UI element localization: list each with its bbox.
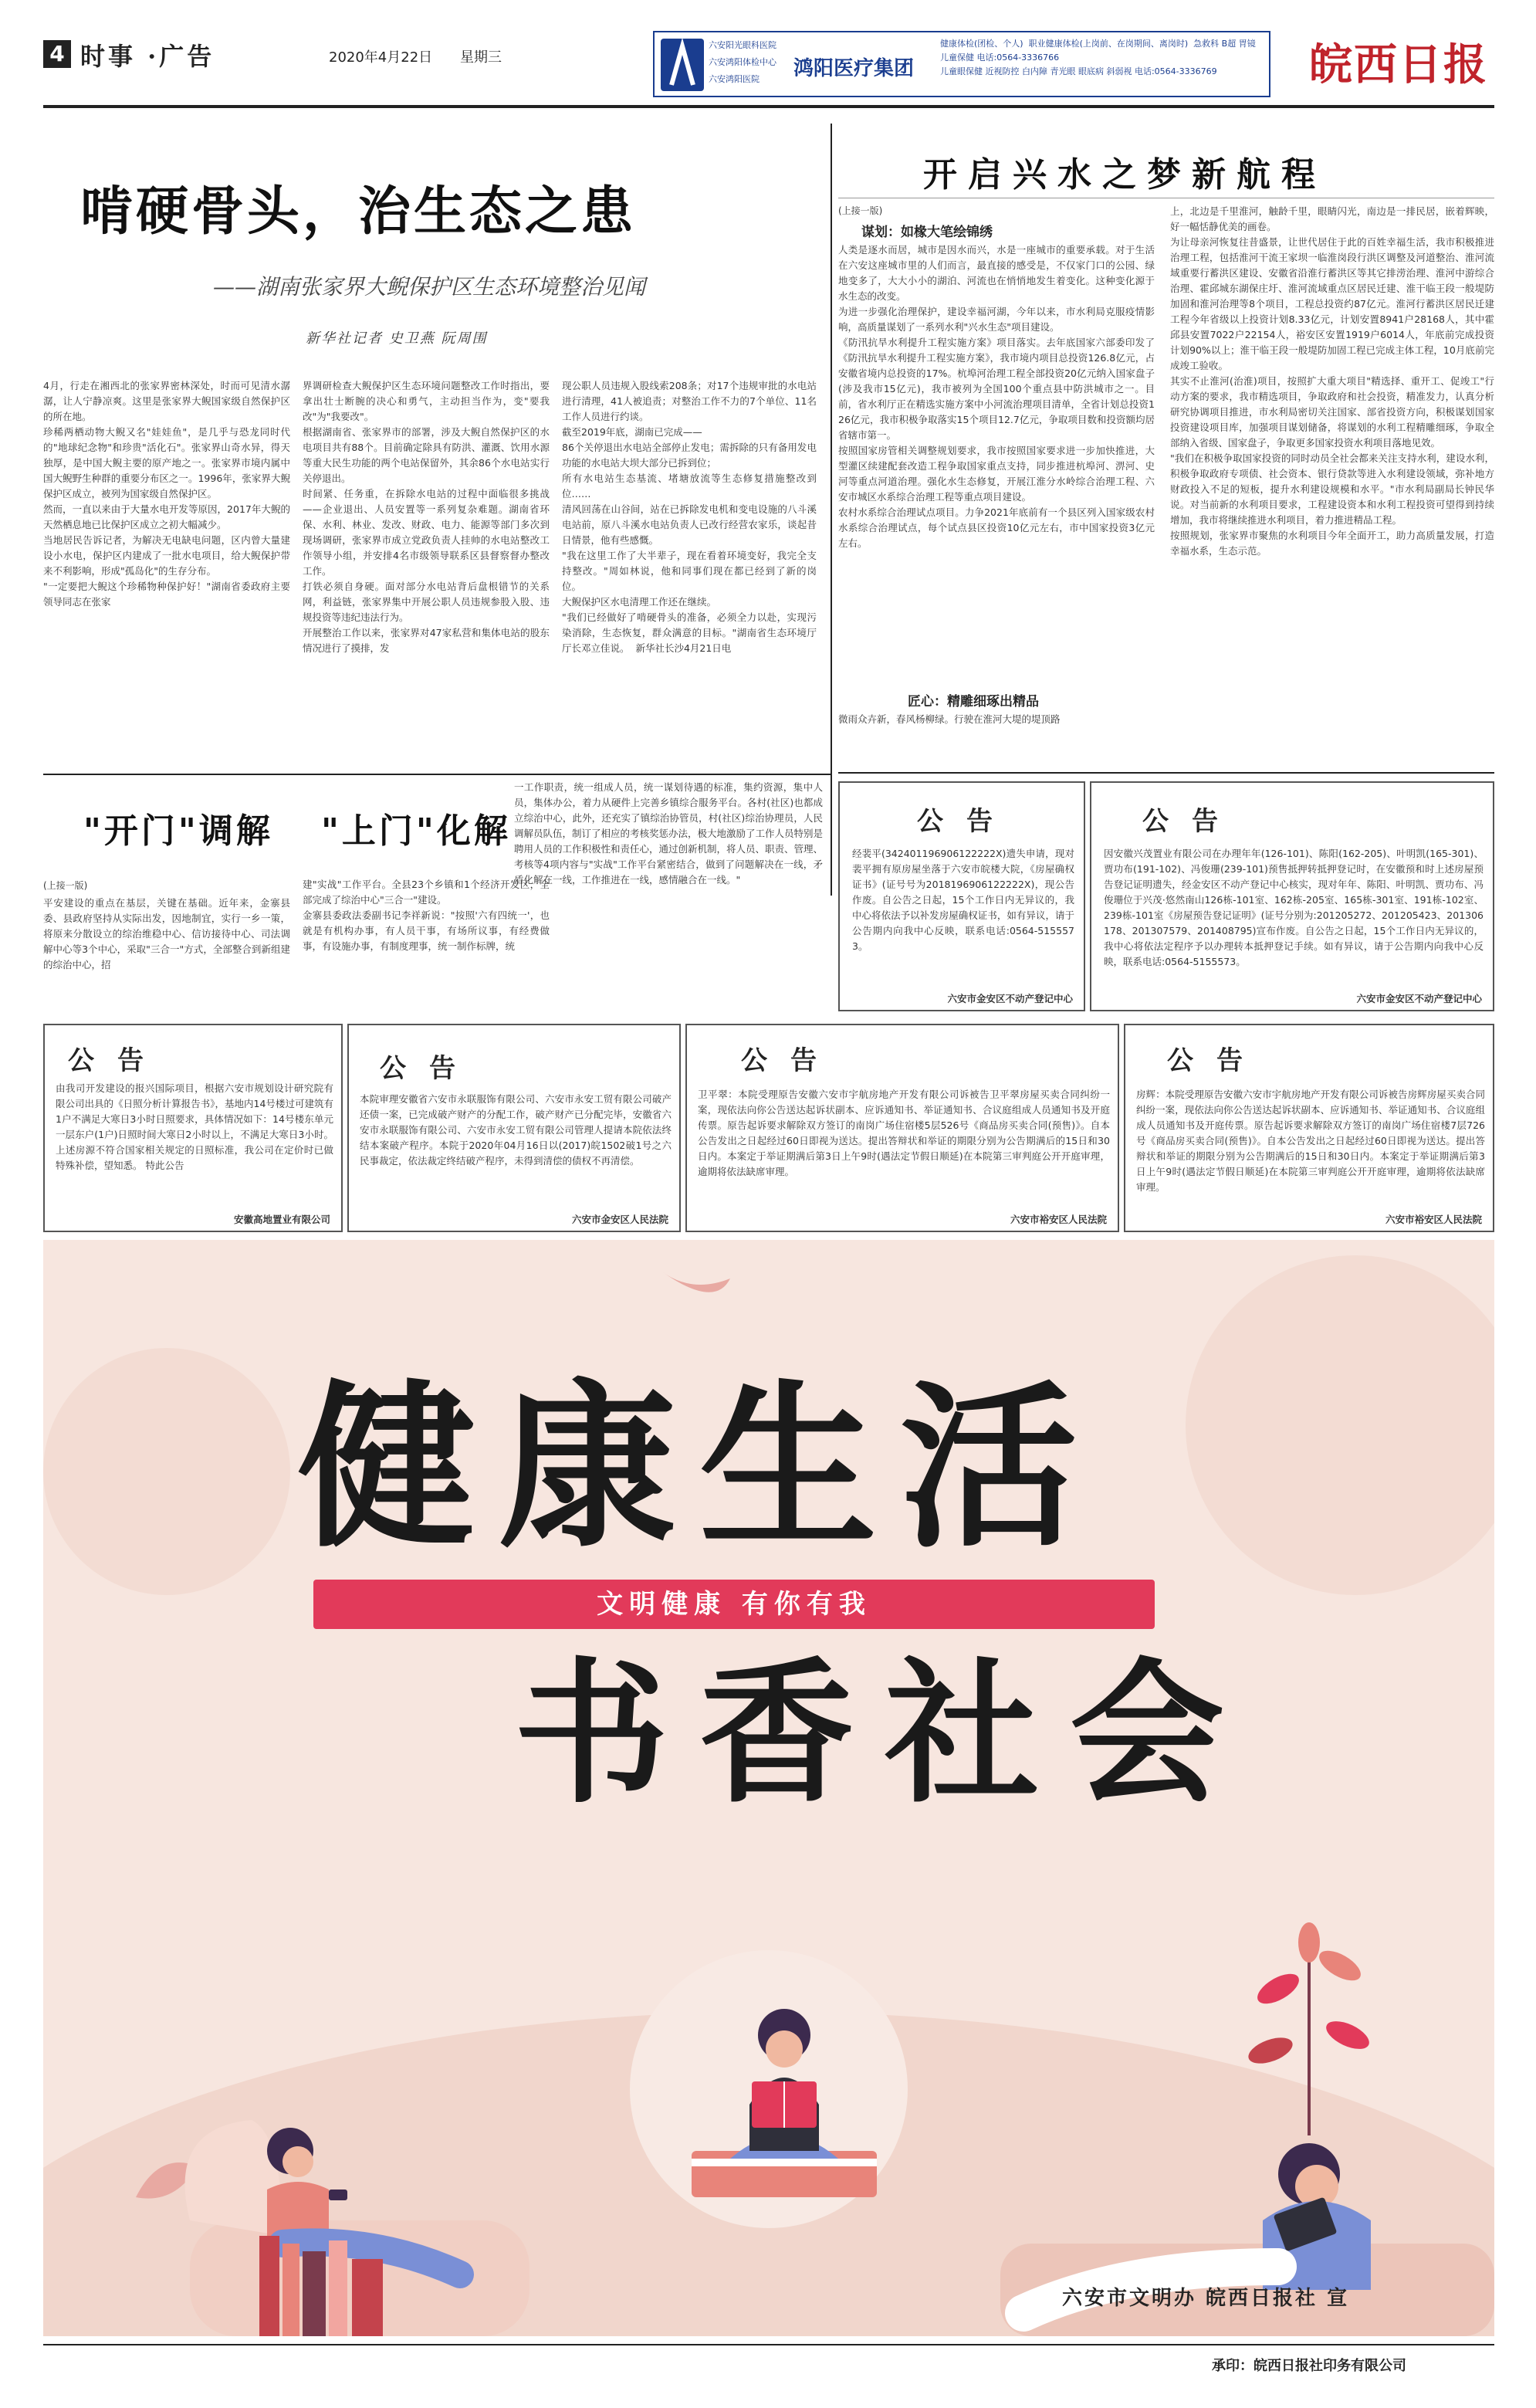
header-rule [43, 105, 1494, 108]
footer-rule [43, 2344, 1494, 2345]
article-mediation [43, 780, 824, 1019]
section-subhead: 匠心：精雕细琢出精品 [908, 694, 1039, 710]
ad-logo-icon [661, 39, 704, 91]
notice-signer: 六安市裕安区人民法院 [1010, 1214, 1107, 1225]
notice-box [43, 1024, 343, 1232]
section-rule [838, 772, 1494, 774]
notice-title: 公告 [917, 806, 1016, 837]
article-col-1b: 微雨众卉新，春风杨柳绿。行驶在淮河大堤的堤顶路 [838, 713, 1061, 725]
plant-illustration [1224, 1919, 1394, 2135]
poster-headline-1: 健康生活 [298, 1363, 1101, 1572]
issue-date: 2020年4月22日 [329, 49, 433, 66]
poster-ribbon: 文明健康 有你有我 [313, 1580, 1155, 1629]
masthead: 皖西日报 [1309, 39, 1488, 90]
article-col-3: 现公职人员违规入股线索208条；对17个违规审批的水电站进行清理，41人被追责；对整治工作不力的7个单位、11名工作人员进行约谈。 截至2019年底，湖南已完成—— 86个关停退出水电站全部停止发电；需拆除的只有备用发电功能的水电站大坝大部分已拆到位； 所有水电站生态基流、堵塘放流等生态修复措施整改到位…… 清风回荡在山谷间，站在已拆除发电机和变电设施的八斗溪电站前，原八斗溪水电站负责人已改行经营农家乐，谈起昔日情景，他有些感慨。 "我在这里工作了大半辈子，现在看着环境变好，我完全支持整改。"周如林说，他和同事们现在都已经到了新的岗位。 大鲵保护区水电清理工作还在继续。 "我们已经做好了啃硬骨头的准备，必须全力以赴，实现污染消除，生态恢复，群众满意的目标。"湖南省生态环境厅厅长邓立佳说。 新华社长沙4月21日电 [562, 380, 817, 654]
notice-box [347, 1024, 681, 1232]
article-title-b: "上门"化解 [321, 811, 511, 851]
poster-headline-2: 书香社会 [514, 1643, 1256, 1824]
notice-title: 公告 [1167, 1045, 1266, 1076]
notice-signer: 安徽高地置业有限公司 [233, 1214, 330, 1225]
section-rule [43, 774, 831, 775]
notice-body: 房辉：本院受理原告安徽六安市宇航房地产开发有限公司诉被告房辉房屋买卖合同纠纷一案，现依法向你公告送达起诉状副本、应诉通知书、举证通知书、合议庭组成人员通知书及开庭传票。原告起诉要求解除双方签订的南岗广场住宿楼7层726号《商品房买卖合同(预售)》。自本公告发出之日起经过60日即视为送达。提出答辩状和举证的期限分别为公告期满后的15日和30日内。本案定于举证期满后第3日上午9时(遇法定节假日顺延)在本院第三审判庭公开开庭审理，逾期将依法缺席审理。 [1136, 1089, 1485, 1193]
ad-services: 健康体检(团检、个人) 职业健康体检(上岗前、在岗期间、离岗时) 急救科 B超 胃镜 儿童保健 电话:0564-3336766 儿童眼保健 近视防控 白内障 青光眼 眼底病 斜弱视 电话:0564-3336769 [940, 39, 1256, 76]
notice-box [685, 1024, 1119, 1232]
article-ecology [43, 124, 824, 787]
notice-body: 因安徽兴茂置业有限公司在办理年年(126-101)、陈阳(162-205)、叶明凯(165-301)、贾功布(191-102)、冯俊珊(239-101)预售抵押转抵押登记时，在安徽预和时上述房屋预告登记证明遗失，经金安区不动产登记中心核实，现对年年、陈阳、叶明凯、贾功布、冯俊珊位于兴茂·悠然南山126栋-101室、162栋-205室、165栋-301室、191栋-102室、239栋-101室《房屋预告登记证明》(证号分别为:201205272、201205423、201306178、201307579、201408795)宣布作废。自公告之日起，15个工作日内无异议的，我中心将依法定程序予以办理转本抵押登记手续。如有异议，请于公告期内向我中心反映，联系电话:0564-5155573。 [1104, 848, 1484, 967]
ad-hospital-list: 六安阳光眼科医院 六安鸿阳体检中心 六安鸿阳医院 [709, 40, 776, 84]
header-ad [653, 31, 1270, 97]
section-subhead: 谋划：如椽大笔绘锦绣 [861, 225, 993, 240]
notice-title: 公告 [741, 1045, 840, 1076]
civic-poster [43, 1240, 1494, 2336]
article-col-2: 上，北边是千里淮河，触龄千里，眼睛闪光，南边是一排民居，嵌着辉映，好一幅恬静优美的画卷。 为让母亲河恢复往昔盛景，让世代居住于此的百姓幸福生活，我市积极推进治理工程，包括淮河干流王家坝一临淮岗段行洪区调整及河道整治、淮河流域重要行蓄洪区建设、安徽省沿淮行蓄洪区等其它排涝治理、淮河中游综合治理、霍邱城东湖保庄圩、淮河流域重点区居民迁建、淮干临王段一般堤防加固和淮河治理等8个项目，工程总投资约87亿元。淮河行蓄洪区居民迁建工程今年省级以上投资计划8.33亿元，计划安置8941户28168人，其中霍邱县安置7022户22154人，裕安区安置1919户6014人，年底前完成投资计划90%以上；淮干临王段一般堤防加固工程已完成主体工程，10月底前完成竣工验收。 其实不止淮河(治淮)项目，按照扩大重大项目"精选择、重开工、促竣工"行动方案的要求，我市精选项目，争取政府和社会投资，精准发力，认真分析研究协调项目推进，市水利局密切关注国家、部省投资方向，积极谋划国家投资建设项目库，加强项目谋划储备，将谋划的水利工程精雕细琢，争取全部纳入省级、国家盘子，争取更多国家投资水利项目落地见效。 "我们在积极争取国家投资的同时动员全社会都来关注支持水利，建设水利，积极争取政府专项债、社会资本、银行贷款等进入水利建设领域，弥补地方财政投入不足的短板，提升水利建设规模和水平。"市水利局副局长钟民华说。对当前新的水利项目要求，工程建设资本和水利工程投资可望得到持续增加，我市将继续推进水利项目，着力推进精品工程。 按照规划，张家界市聚焦的水利项目今年全面开工，助力高质量发展，打造幸福水系，生态示范。 [1170, 205, 1494, 557]
article-byline: 新华社记者 史卫燕 阮周围 [306, 330, 488, 347]
poster-credit: 六安市文明办 皖西日报社 宣 [1062, 2287, 1350, 2310]
ad-brand: 鸿阳医疗集团 [793, 57, 915, 80]
continued-note: (上接一版) [43, 880, 88, 891]
article-title: 啃硬骨头，治生态之患 [80, 181, 637, 242]
notice-box [1090, 781, 1494, 1011]
notice-body: 卫平翠：本院受理原告安徽六安市宇航房地产开发有限公司诉被告卫平翠房屋买卖合同纠纷一案，现依法向你公告送达起诉状副本、应诉通知书、举证通知书、合议庭组成人员通知书及开庭传票。原告起诉要求解除双方签订的南岗广场住宿楼5层526号《商品房买卖合同(预售)》。自本公告发出之日起经过60日即视为送达。提出答辩状和举证的期限分别为公告期满后的15日和30日内。本案定于举证期满后第3日上午9时(遇法定节假日顺延)在本院第三审判庭公开开庭审理，逾期将依法缺席审理。 [698, 1089, 1110, 1177]
section-label: 时事 ·广告 [80, 42, 215, 71]
col-divider [831, 124, 832, 896]
page-number: 4 [43, 40, 71, 68]
notice-title: 公告 [380, 1053, 479, 1084]
article-col-1: 人类是逐水而居，城市是因水而兴，水是一座城市的重要承载。对于生活在六安这座城市里的人们而言，最直接的感受是，不仅家门口的公园、绿地变多了，大大小小的湖泊、河流也在悄悄地发生着变化。这种变化源于水生态的改变。 为进一步强化治理保护，建设幸福河湖，今年以来，市水利局克服疫情影响，高质量谋划了一系列水利"兴水生态"项目建设。 《防汛抗旱水利提升工程实施方案》项目落实。去年底国家六部委印发了《防汛抗旱水利提升工程实施方案》，我市境内项目总投资126.8亿元，占安徽省境内总投资的17%。杭埠河治理工程全部投资20亿元纳入国家盘子(涉及我市15亿元)，我市被列为全国100个重点县中防洪城市之一。目前，省水利厅正在精选实施方案中小河流治理项目清单，全省计划总投资126亿元，我市积极争取落实15个项目12.7亿元，争取项目数和投资额均居省辖市第一。 按照国家房管相关调整规划要求，我市按照国家要求进一步加快推进，大型灌区续建配套改造工程争取国家重点支持，同步推进杭埠河、淠河、史河等重点河道治理。强化水生态修复，开展江淮分水岭综合治理工程、六安市城区水系综合治理工程等重点项目建设。 农村水系综合治理试点项目。力争2021年底前有一个县区列入国家级农村水系综合治理试点，每个试点县区投资10亿元左右，市中国家投资3亿元左右。 [838, 244, 1155, 549]
notice-signer: 六安市金安区不动产登记中心 [947, 993, 1073, 1004]
article-title: 开启兴水之梦新航程 [923, 155, 1326, 195]
notice-signer: 六安市金安区人民法院 [571, 1214, 668, 1225]
notice-title: 公告 [68, 1045, 167, 1076]
article-col-3: 一工作职责，统一组成人员，统一谋划待遇的标准，集约资源，集中人员，集体办公，着力从硬件上完善乡镇综合服务平台。各村(社区)也都成立综治中心，此外，还充实了镇综治协管员，村(社区)综治协理员，人民调解员队伍，制订了相应的考核奖惩办法，极大地激励了工作人员特别是聘用人员的工作积极性和责任心，通过创新机制，将人员、职责、管理、考核等4项内容与"实战"工作平台紧密结合，做到了问题解决在一线，矛盾化解在一线，工作推进在一线，感情融合在一线。" [514, 781, 823, 886]
notice-signer: 六安市裕安区人民法院 [1385, 1214, 1482, 1225]
notice-body: 由我司开发建设的报兴国际项目，根据六安市规划设计研究院有限公司出具的《日照分析计算报告书》，基地内14号楼过可建筑有1户不满足大寒日3小时日照要求，具体情况如下：14号楼东单元一层东户(1户)日照时间大寒日2小时以上，不满足大寒日3小时。 上述房源不符合国家相关规定的日照标准，我公司在定价时已做特殊补偿，望知悉。 特此公告 [56, 1082, 333, 1171]
article-col-2: 界调研检查大鲵保护区生态环境问题整改工作时指出，要拿出壮士断腕的决心和勇气，主动担当作为，变"要我改"为"我要改"。 根据湖南省、张家界市的部署，涉及大鲵自然保护区的水电项目共有88个。目前确定除具有防洪、灌溉、饮用水源等重大民生功能的两个电站保留外，其余86个水电站实行关停退出。 时间紧、任务重，在拆除水电站的过程中面临很多挑战——企业退出、人员安置等一系列复杂难题。湖南省环保、水利、林业、发改、财政、电力、能源等部门多次到现场调研，张家界市成立党政负责人挂帅的水电站整改工作领导小组，并安排4名市级领导联系区县督察督办整改工作。 打铁必须自身硬。面对部分水电站背后盘根错节的关系网，利益链，张家界集中开展公职人员违规参股入股、违规投资等违纪违法行为。 开展整治工作以来，张家界对47家私营和集体电站的股东情况进行了摸排，发 [303, 380, 550, 654]
issue-weekday: 星期三 [460, 49, 502, 66]
article-title-a: "开门"调解 [83, 811, 273, 851]
page-header [43, 31, 1494, 117]
article-col-2: 建"实战"工作平台。全县23个乡镇和1个经济开发区，全部完成了综治中心"三合一"建设。 金寨县委政法委副书记李祥新说："按照'六有四统一'，也就是有机构办事，有人员干事，有场所议事，有经费做事，有设施办事，有制度理事，统一制作标牌，统 [303, 879, 550, 952]
notice-title: 公告 [1142, 806, 1241, 837]
printer-credit: 承印：皖西日报社印务有限公司 [1212, 2358, 1406, 2374]
notice-box [838, 781, 1085, 1011]
notice-body: 本院审理安徽省六安市永联服饰有限公司、六安市永安工贸有限公司破产还债一案，已完成破产财产的分配工作，破产财产已分配完毕，安徽省六安市永联服饰有限公司、六安市永安工贸有限公司管理人提请本院依法终结本案破产程序。本院于2020年04月16日以(2017)皖1502破1号之六民事裁定，依法裁定终结破产程序，未得到清偿的债权不再清偿。 [360, 1093, 672, 1167]
article-col-1: 平安建设的重点在基层，关键在基础。近年来，金寨县委、县政府坚持从实际出发，因地制宜，实行一乡一策，将原来分散设立的综治维稳中心、信访接待中心、司法调解中心等3个中心，采取"三合一"方式，全部整合到新组建的综治中心，招 [43, 897, 290, 970]
books-stack-illustration [259, 2236, 429, 2336]
article-col-1: 4月，行走在湘西北的张家界密林深处，时而可见清水潺潺，让人宁静凉爽。这里是张家界大鲵国家级自然保护区的所在地。 珍稀两栖动物大鲵又名"娃娃鱼"，是几乎与恐龙同时代的"地球纪念物"和珍贵"活化石"。张家界山奇水异，得天独厚，是中国大鲵主要的原产地之一。张家界市境内属中国大鲵野生种群的重要分布区之一。1996年，张家界大鲵保护区成立，被列为国家级自然保护区。 然而，一直以来由于大量水电开发等原因，2017年大鲵的天然栖息地已比保护区成立之初大幅减少。 当地居民告诉记者，为解决无电缺电问题，区内曾大量建设小水电，保护区内建成了一批水电项目，给大鲵保护带来不利影响，形成"孤岛化"的生存分布。 "一定要把大鲵这个珍稀物种保护好！"湖南省委政府主要领导同志在张家 [43, 380, 290, 608]
notice-signer: 六安市金安区不动产登记中心 [1356, 993, 1482, 1004]
notice-body: 经裴平(342401196906122222X)遗失申请，现对裴平拥有原房屋坐落于六安市皖楼大院，《房屋确权证书》(证号号为2018196906122222X)，现公告作废。自公告之日起，15个工作日内无异议的，我中心将依法予以补发房屋确权证书，如有异议，请于公告期内向我中心反映，联系电话:0564-5155573。 [852, 848, 1074, 952]
article-water [838, 124, 1494, 780]
notice-box [1124, 1024, 1494, 1232]
continued-note: (上接一版) [838, 205, 883, 216]
article-subtitle: ——湖南张家界大鲵保护区生态环境整治见闻 [213, 274, 646, 300]
reading-girl-illustration [661, 1981, 908, 2213]
